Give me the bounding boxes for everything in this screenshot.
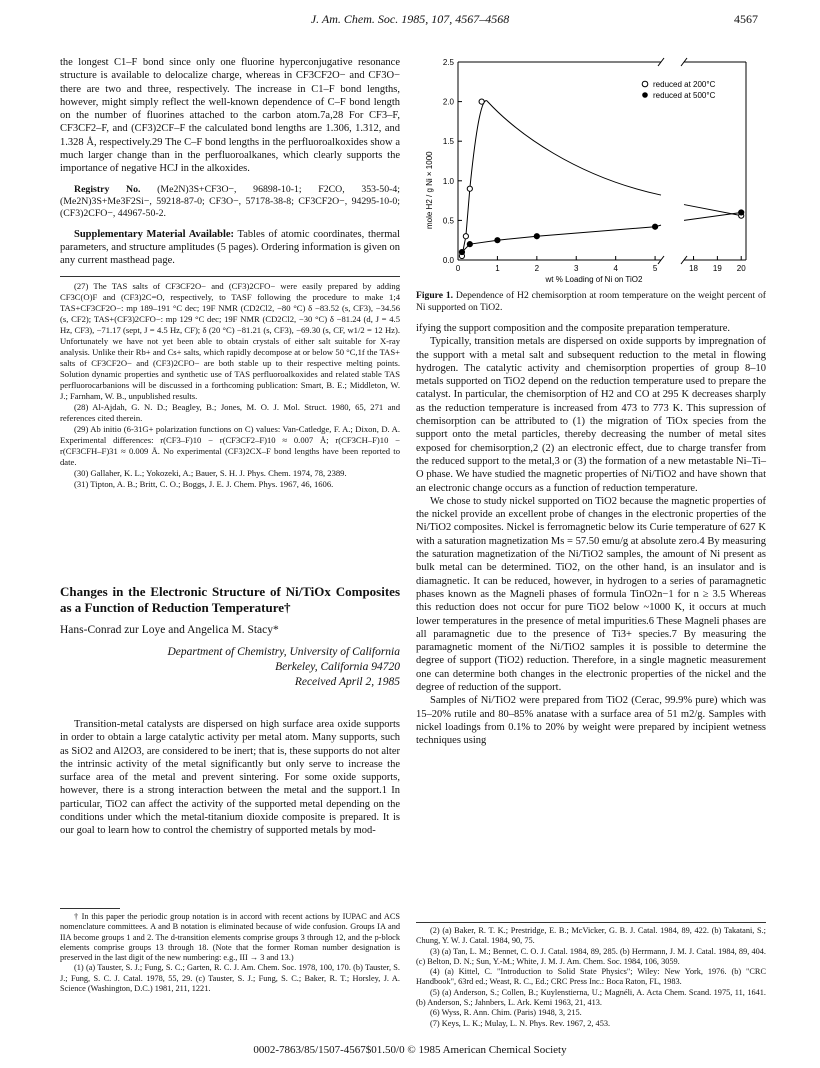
notes-rule <box>60 908 120 909</box>
right-column <box>416 322 766 748</box>
intro-paragraph: the longest C1–F bond since only one fluorine hyperconjugative resonance structure is available to delocalize charge, whereas in CF3CF2O− and CF3O− there are two and three, respectively. The increase in C1–F bond lengths, however, might simply reflect the well-known dependence of C–F bond length on the number of fluorines attached to the carbon atom.7a,28 For CF3–F, CF3CF2–F, and (CF3)2CF–F the calculated bond lengths are 1.306, 1.312, and 1.328 Å, respectively.29 The C–F bond lengths in the perfluoroalkoxides show a much larger change than in the perfluoroalkanes, which clearly supports the importance of negative HCJ in the alkoxides. <box>60 57 400 175</box>
legend-open-marker <box>642 81 648 87</box>
caption-label: Figure 1. <box>416 290 454 301</box>
open-data-point <box>467 186 472 191</box>
supp-label: Supplementary Material Available: <box>74 228 235 240</box>
series-line-500c <box>462 212 741 252</box>
legend-filled-label: reduced at 500°C <box>653 91 716 100</box>
reference-5: (5) (a) Anderson, S.; Collen, B.; Kuylenstierna, U.; Magnéli, A. Acta Chem. Scand. 1975, 11, 1641. (b) Anderson, S.; Jahnbers, L. Ark. Kemi 1963, 21, 413. <box>416 987 766 1008</box>
series-line-200c <box>462 101 741 256</box>
received-date: Received April 2, 1985 <box>294 676 400 689</box>
reference-6: (6) Wyss, R. Ann. Chim. (Paris) 1948, 3, 215. <box>430 1008 582 1018</box>
open-data-point <box>479 99 484 104</box>
x-tick-label: 1 <box>495 264 500 273</box>
x-tick-label: 3 <box>574 264 579 273</box>
right-paragraph-3: We chose to study nickel supported on TiO2 because the magnetic properties of the nickel provide an excellent probe of changes in the electronic properties of the Ni/TiO2 composites. Nickel is ferromagnetic below its Curie temperature of 627 K with a saturation magnetization Ms = 57.50 emu/g at absolute zero.4 By measuring the saturation magnetization of the Ni/TiO2 samples, the amount of Ni present as bulk metal can be determined. TiO2, on the other hand, is an insulator and is diamagnetic. It can be reduced, however, in hydrogen to a series of paramagnetic phases known as the Magneli phases of formula TinO2n−1 for n ≥ 3.5 Whereas this reduction does not occur for pure TiO2 below ~1000 K, it occurs at much lower temperatures in the presence of metal impurities.6 These Magneli phases are all paramagnetic due to the presence of Ti3+ species.7 By measuring the paramagnetic moment of the Ni/TiO2 samples it is possible to determine the degree of support (TiO2) reduction. Therefore, in a single magnetic measurement one can determine both changes in the electronic properties of the nickel and the degree of reduction of the support. <box>416 495 766 694</box>
reference-1: (1) (a) Tauster, S. J.; Fung, S. C.; Garten, R. C. J. Am. Chem. Soc. 1978, 100, 170. (b) Tauster, S. J.; Fung, S. C. J. Catal. 1978, 55, 29. (c) Tauster, S. J.; Fung, S. C.; Baker, R. T.; Horsley, J. A. Science (Washington, D.C.) 1981, 211, 1221. <box>60 963 400 994</box>
open-data-point <box>463 234 468 239</box>
affiliation-city: Berkeley, California 94720 <box>275 661 400 674</box>
x-axis-label: wt % Loading of Ni on TiO2 <box>545 275 643 284</box>
legend-filled-marker <box>642 92 648 98</box>
registry-paragraph <box>60 184 400 220</box>
y-tick-label: 1.0 <box>442 176 454 186</box>
x-tick-label: 19 <box>712 264 722 273</box>
x-tick-label: 0 <box>455 264 461 273</box>
chart-legend <box>642 80 715 100</box>
x-tick-label: 4 <box>613 264 618 273</box>
y-tick-label: 2.5 <box>442 58 454 67</box>
right-references <box>416 922 766 1029</box>
footnote-28: (28) Al-Ajdah, G. N. D.; Beagley, B.; Jones, M. O. J. Mol. Struct. 1980, 65, 271 and references cited therein. <box>60 401 400 423</box>
reference-2: (2) (a) Baker, R. T. K.; Prestridge, E. B.; McVicker, G. B. J. Catal. 1984, 89, 422. (b) Takatani, S.; Chung, Y. W. J. Catal. 1984, 90, 75. <box>416 926 766 946</box>
journal-citation: J. Am. Chem. Soc. 1985, 107, 4567–4568 <box>310 12 510 26</box>
footnote-31: (31) Tipton, A. B.; Britt, C. O.; Boggs, J. E. J. Chem. Phys. 1967, 46, 1606. <box>74 478 334 489</box>
filled-data-point <box>495 238 500 243</box>
supp-text: Tables of atomic coordinates, thermal parameters, and structure amplitudes (5 pages). Ordering information is given on any current masthead page. <box>60 228 401 267</box>
left-body <box>60 718 400 838</box>
chemisorption-chart <box>416 54 764 316</box>
page-number: 4567 <box>734 12 758 26</box>
right-paragraph-4: Samples of Ni/TiO2 were prepared from TiO2 (Cerac, 99.9% pure) which was 15–20% rutile and 80–85% anatase with a surface area of 51 m2/g. Samples with nickel loadings from 0.1% to 20% by weight were prepared by incipient wetness techniques using <box>416 695 766 747</box>
x-tick-label: 20 <box>736 264 746 273</box>
caption-text: Dependence of H2 chemisorption at room temperature on the weight percent of Ni supported on TiO2. <box>416 290 766 313</box>
filled-data-point <box>534 234 539 239</box>
y-tick-label: 0.5 <box>442 216 454 226</box>
y-tick-label: 1.5 <box>442 137 454 147</box>
reference-3: (3) (a) Tan, L. M.; Bennet, C. O. J. Catal. 1984, 89, 285. (b) Herrmann, J. M. J. Catal. 1984, 89, 404. (c) Belton, D. N.; Sun, Y.-M.; White, J. M. J. Am. Chem. Soc. 1984, 106, 3059. <box>416 946 766 966</box>
body-paragraph-1: Transition-metal catalysts are dispersed on high surface area oxide supports in order to obtain a large catalytic activity per metal atom. Many supports, such as SiO2 and Al2O3, are considered to be inert; that is, these supports do not alter the intrinsic activity of the metal significantly but only serve to increase the surface area of the metal and prevent sintering. For some oxide supports, however, there is a strong interaction between the metal and the support.1 In particular, TiO2 can affect the activity of the supported metal depending on the conditions under which the metal-titanium dioxide composite is prepared. It is our goal to learn how to control the chemistry of supported metals by mod- <box>60 719 400 837</box>
chart-marks <box>459 99 743 259</box>
page-footer: 0002-7863/85/1507-4567$01.50/0 © 1985 American Chemical Society <box>253 1044 567 1056</box>
registry-label: Registry No. <box>74 183 141 195</box>
left-bottom-notes <box>60 908 400 994</box>
y-tick-label: 2.0 <box>442 97 454 107</box>
right-paragraph-2: Typically, transition metals are dispersed on oxide supports by impregnation of the support with a metal salt and subsequent reduction to the metal in flowing hydrogen. The catalytic activity and chemisorption properties of group 8–10 metals supported on TiO2 depend on the reduction temperature used to prepare the catalyst. In particular, the chemisorption of H2 and CO at 295 K decreases sharply as the reduction temperature is increased from 473 to 773 K. This supression of chemisorption can be attributed to (1) the migration of TiOx species from the support onto the metal particles, thereby decreasing the number of metal sites exposed for chemisorption,2 (2) an electronic effect, due to charge transfer from the reduced support to the metal,3 or (3) the formation of a new metastable Ni–Ti–O phase. We have studied the magnetic properties of Ni/TiO2 and have shown that an electronic change occurs as a function of reduction temperature. <box>416 336 766 494</box>
registry-text: (Me2N)3S+CF3O−, 96898-10-1; F2CO, 353-50-4; (Me2N)3S+Me3F2Si−, 59218-87-0; CF3O−, 57178-38-8; CF3CF2O−, 94295-10-0; (CF3)2CFO−, 44967-50-2. <box>60 183 400 219</box>
footnote-29: (29) Ab initio (6-31G+ polarization functions on C) values: Van-Catledge, F. A.; Dixon, D. A. Experimental differences: r(CF3–F)10 − r(CF3CF2–F)10 ≈ 0.007 Å; r(CF3CH–F)10 − r(CF3CFH–F)31 ≈ 0.009 Å. No experimental (CF3)2CX–F bond lengths have been reported to date. <box>60 423 400 467</box>
filled-data-point <box>739 210 744 215</box>
left-column <box>60 56 400 490</box>
affiliation-dept: Department of Chemistry, University of California <box>167 646 400 659</box>
figure-1 <box>416 54 764 316</box>
references-rule <box>416 922 766 923</box>
filled-data-point <box>467 242 472 247</box>
legend-open-label: reduced at 200°C <box>653 80 716 89</box>
filled-data-point <box>652 224 657 229</box>
footnote-30: (30) Gallaher, K. L.; Yokozeki, A.; Bauer, S. H. J. Phys. Chem. 1974, 78, 2389. <box>74 467 347 478</box>
x-tick-label: 2 <box>534 264 540 273</box>
dagger-footnote: † In this paper the periodic group notation is in accord with recent actions by IUPAC and ACS nomenclature committees. A and B notation is eliminated because of wide confusion. Groups IA and IIA become groups 1 and 2. The d-transition elements comprise groups 3 through 12, and the p-block elements comprise groups 13 through 18. (Note that the former Roman number designation is preserved in the last digit of the new numbering: e.g., III → 3 and 13.) <box>60 912 400 963</box>
supplementary-paragraph <box>60 228 400 268</box>
figure-caption <box>416 290 766 313</box>
article-heading <box>60 584 400 690</box>
footnotes <box>60 281 400 490</box>
running-header <box>0 12 820 32</box>
footnote-rule <box>60 276 400 277</box>
article-title: Changes in the Electronic Structure of Ni/TiOx Composites as a Function of Reduction Temperature† <box>60 584 400 615</box>
article-authors: Hans-Conrad zur Loye and Angelica M. Stacy* <box>60 624 279 636</box>
reference-4: (4) (a) Kittel, C. "Introduction to Solid State Physics"; Wiley: New York, 1976. (b) "CRC Handbook", 63rd ed.; Weast, R. C., Ed.; CRC Press Inc.: Boca Raton, FL, 1983. <box>416 967 766 987</box>
filled-data-point <box>459 249 464 254</box>
right-paragraph-1: ifying the support composition and the composite preparation temperature. <box>416 323 731 334</box>
reference-7: (7) Keys, L. K.; Mulay, L. N. Phys. Rev. 1967, 2, 453. <box>430 1018 611 1028</box>
x-tick-label: 18 <box>689 264 698 273</box>
y-tick-label: 0.0 <box>442 256 454 265</box>
x-tick-label: 5 <box>652 264 658 273</box>
y-axis-label: mole H2 / g Ni × 1000 <box>425 151 434 229</box>
footnote-27: (27) The TAS salts of CF3CF2O− and (CF3)2CFO− were easily prepared by adding CF3C(O)F and (CF3)2C=O, respectively, to TASF following the procedure to make 1;4 TAS+CF3CF2O−: mp 189–191 °C dec; 19F NMR (CD2Cl2, −80 °C) δ −83.52 (s, CF3), −34.56 (s, CF2); TAS+(CF3)2CFO−: mp 129 °C dec; 19F NMR (CD2Cl2, −30 °C) δ −81.24 (d, J = 4.5 Hz, CF3), −71.17 (sept, J = 4.5 Hz, CF); δ (20 °C) −81.21 (s, CF3), −69.30 (s, CF, w1/2 = 12 Hz). Unfortunately we have not yet been able to obtain crystals of either salt suitable for X-ray analysis. Unlike their Rb+ and Cs+ salts, which rapidly decompose at or below 50 °C,1f the TAS+ salts of CF3CF2O− and (CF3)2CFO− are both stable up to their respective melting points. Solution dynamic properties and synthetic use of TAS perfluoroalkoxides and related stable TAS perfluorocarbanions will be discussed in a forthcoming publication: Smart, B. E.; Middleton, W. J.; Farnham, W. B., unpublished results. <box>60 280 400 401</box>
